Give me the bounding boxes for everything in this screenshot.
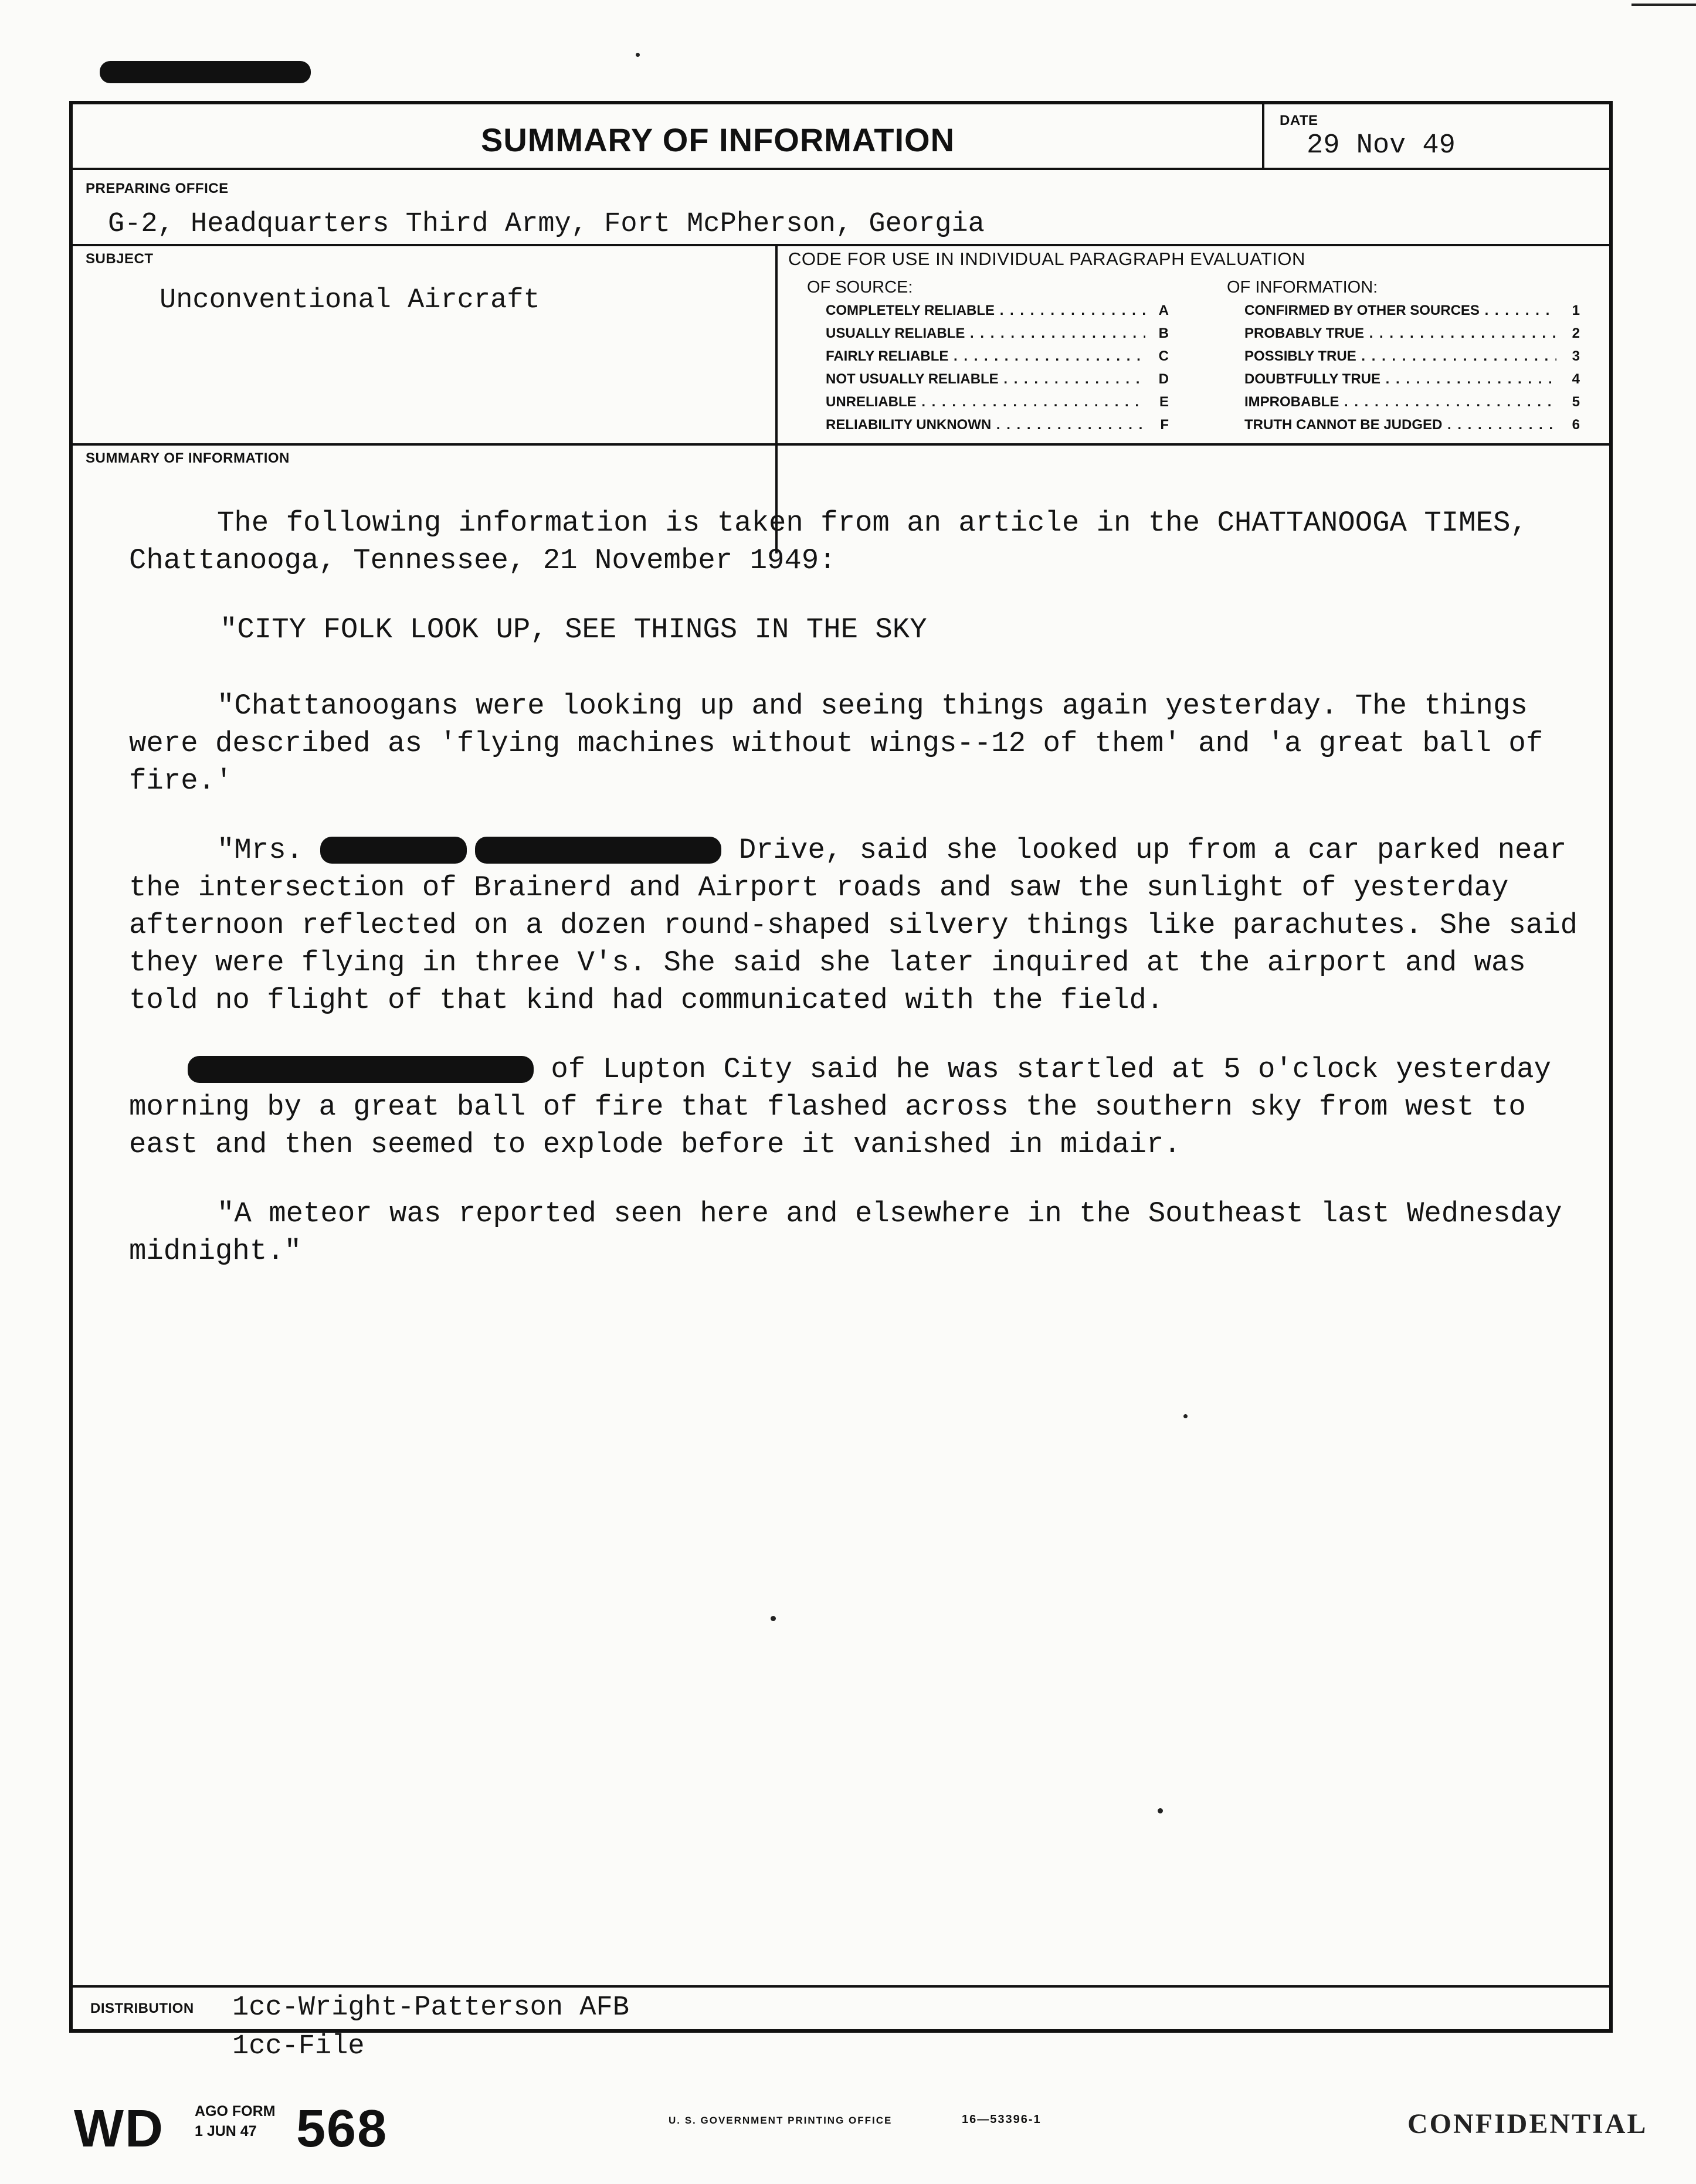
- source-heading: OF SOURCE:: [807, 278, 913, 297]
- date-divider: [1262, 104, 1264, 169]
- preparing-office-value: G-2, Headquarters Third Army, Fort McPherson, Georgia: [108, 209, 985, 240]
- printing-office: U. S. GOVERNMENT PRINTING OFFICE: [669, 2115, 893, 2126]
- divider: [73, 443, 1609, 446]
- edge-line: [1631, 4, 1696, 6]
- speck: [771, 1616, 776, 1621]
- form-date: 1 JUN 47: [195, 2123, 257, 2139]
- classification-stamp: CONFIDENTIAL: [1407, 2108, 1648, 2139]
- form-title: SUMMARY OF INFORMATION: [480, 121, 955, 158]
- ago-form-label: AGO FORM: [195, 2103, 276, 2120]
- list-item: CONFIRMED BY OTHER SOURCES . . . 1: [1244, 299, 1580, 322]
- distribution-line: 1cc-File: [232, 2031, 365, 2062]
- article-paragraph: "Chattanoogans were looking up and seeing things again yesterday. The things were described as 'flying machines without wings--12 of them' and 'a great ball of fire.': [129, 689, 1544, 797]
- paragraph-text: Drive, said she looked up from a car parked near the intersection of Brainerd and Airport roads and saw the sunlight of yesterday afternoon reflected on a dozen round-shaped silvery things like parachutes. She said they were flying in three V's. She said she later inquired at the airport and was told no flight of that kind had communicated with the field.: [129, 834, 1578, 1017]
- preparing-office-label: PREPARING OFFICE: [86, 181, 229, 196]
- list-item: UNRELIABLE . . . E: [826, 390, 1169, 413]
- divider: [73, 1985, 1609, 1988]
- information-evaluation-list: [1244, 299, 1580, 436]
- distribution-line: 1cc-Wright-Patterson AFB: [232, 1992, 629, 2023]
- form-number: 568: [296, 2100, 388, 2158]
- form-wd: WD: [74, 2100, 164, 2158]
- paragraph-text: of Lupton City said he was startled at 5 o'clock yesterday morning by a great ball of fire that flashed across the southern sky from west to east and then seemed to explode before it vanished in midair.: [129, 1053, 1551, 1161]
- code-heading: CODE FOR USE IN INDIVIDUAL PARAGRAPH EVALUATION: [788, 249, 1305, 269]
- subject-label: SUBJECT: [86, 251, 154, 267]
- list-item: DOUBTFULLY TRUE . . . 4: [1244, 368, 1580, 390]
- article-paragraph: [129, 1051, 1583, 1163]
- redaction-bar: [475, 837, 721, 864]
- form-ago: [195, 2101, 276, 2141]
- divider: [73, 168, 1609, 170]
- print-code: 16—53396-1: [962, 2113, 1042, 2126]
- article-paragraph: "A meteor was reported seen here and elsewhere in the Southeast last Wednesday midnight.": [129, 1197, 1562, 1268]
- paragraph-start: "Mrs.: [217, 834, 304, 867]
- list-item: FAIRLY RELIABLE . . . C: [826, 345, 1169, 368]
- date-label: DATE: [1280, 113, 1318, 128]
- speck: [1158, 1808, 1163, 1813]
- list-item: TRUTH CANNOT BE JUDGED . . . 6: [1244, 413, 1580, 436]
- summary-body: [129, 504, 1583, 1302]
- list-item: NOT USUALLY RELIABLE . . . D: [826, 368, 1169, 390]
- list-item: PROBABLY TRUE . . . 2: [1244, 322, 1580, 345]
- article-paragraph: [129, 831, 1583, 1019]
- list-item: POSSIBLY TRUE . . . 3: [1244, 345, 1580, 368]
- speck: [1183, 1414, 1188, 1418]
- list-item: COMPLETELY RELIABLE . . . A: [826, 299, 1169, 322]
- distribution-label: DISTRIBUTION: [90, 2000, 194, 2016]
- article-headline: "CITY FOLK LOOK UP, SEE THINGS IN THE SKY: [220, 613, 927, 646]
- list-item: IMPROBABLE . . . 5: [1244, 390, 1580, 413]
- source-reliability-list: [826, 299, 1169, 436]
- summary-label: SUMMARY OF INFORMATION: [86, 450, 290, 466]
- redaction-bar: [188, 1056, 534, 1083]
- speck: [636, 53, 640, 57]
- intro-paragraph: The following information is taken from an article in the CHATTANOOGA TIMES, Chattanooga, Tennessee, 21 November 1949:: [129, 507, 1528, 577]
- list-item: USUALLY RELIABLE . . . B: [826, 322, 1169, 345]
- redaction-bar: [320, 837, 467, 864]
- divider: [73, 244, 1609, 246]
- information-heading: OF INFORMATION:: [1227, 278, 1378, 297]
- list-item: RELIABILITY UNKNOWN . . . F: [826, 413, 1169, 436]
- date-value: 29 Nov 49: [1307, 130, 1456, 161]
- subject-value: Unconventional Aircraft: [160, 285, 540, 316]
- redaction-top-marking: [100, 61, 311, 83]
